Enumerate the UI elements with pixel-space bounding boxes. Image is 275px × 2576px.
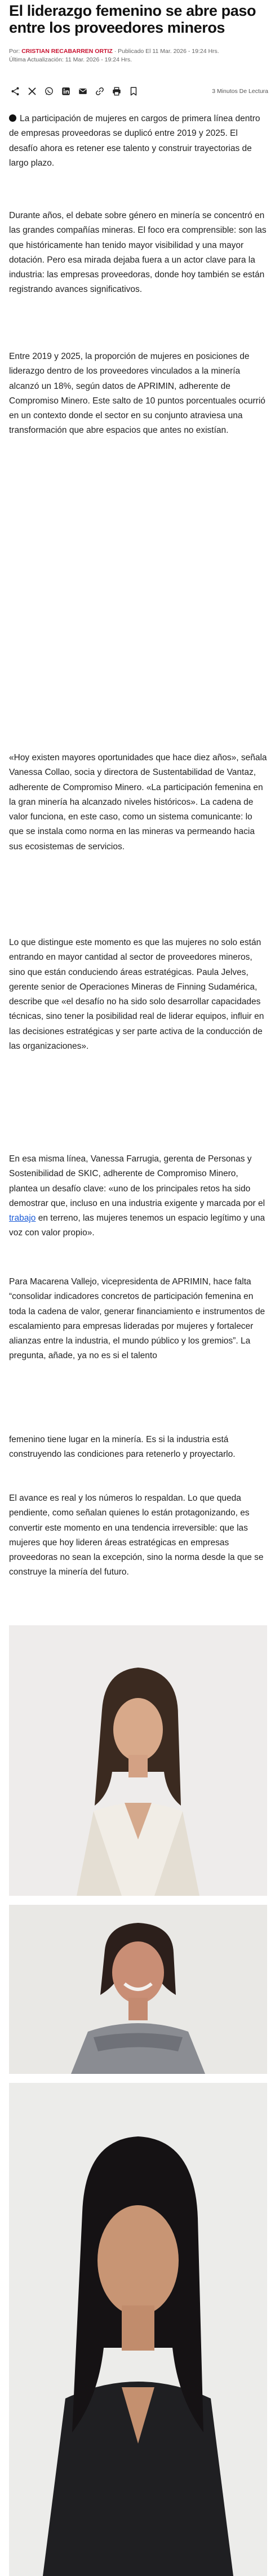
- share-bar: [9, 85, 268, 98]
- paragraph-5: Lo que distingue este momento es que las mujeres no solo están entrando en mayor cantidad al sector de proveedores mineros, sino que están conduciendo áreas estratégicas. Paula Jelves, gerente senior de Operaciones Mineras de Finning Sudamérica, describe que «el desafío no ha sido solo desarrollar capacidades técnicas, sino tener la posibilidad real de liderar equipos, influir en las decisiones estratégicas y ser parte activa de la conducción de las organizaciones».: [9, 938, 264, 1052]
- linkedin-icon[interactable]: [60, 85, 72, 97]
- paragraph-6-text: En esa misma línea, Vanessa Farrugia, gerenta de Personas y Sostenibilidad de SKIC, adherente de Compromiso Minero, plantea un desafío clave: «uno de los principales retos ha sido demostrar que, incluso en una industria exigente y marcada por el: [9, 1154, 265, 1208]
- byline-label: Por:: [9, 48, 20, 55]
- read-time: 3 Minutos De Lectura: [212, 88, 268, 95]
- email-icon[interactable]: [77, 85, 89, 97]
- paragraph-7: Para Macarena Vallejo, vicepresidenta de APRIMIN, hace falta “consolidar indicadores concretos de participación femenina en toda la cadena de valor, generar financiamiento e instrumentos de escalamiento para empresas lideradas por mujeres y fortalecer alianzas entre la industria, el mundo público y los gremios”. La pregunta, añade, ya no es si el talento: [9, 1277, 265, 1361]
- trabajo-link[interactable]: trabajo: [9, 1213, 36, 1223]
- bookmark-icon[interactable]: [127, 85, 140, 97]
- x-icon[interactable]: [26, 85, 38, 97]
- share-icon[interactable]: [9, 85, 21, 97]
- photo-macarena-vallejo: [9, 1905, 267, 2074]
- photo-vanessa-collao: [9, 1625, 267, 1896]
- byline: [9, 47, 268, 56]
- article-meta: [9, 47, 268, 64]
- photo-paula-jelves: [9, 2083, 267, 2576]
- paragraph-4: «Hoy existen mayores oportunidades que hace diez años», señala Vanessa Collao, socia y directora de Sustentabilidad de Vantaz, adherente de Compromiso Minero. «La participación femenina en la gran minería ha alcanzado niveles históricos». La cadena de valor funciona, en este caso, como un sistema comunicante: lo que se instala como norma en las mineras va permeando hacia sus ecosistemas de servicios.: [9, 753, 267, 852]
- print-icon[interactable]: [110, 85, 123, 97]
- publish-date: Publicado El 11 Mar. 2026 - 19:24 Hrs.: [118, 48, 219, 55]
- paragraph-2: Durante años, el debate sobre género en minería se concentró en las grandes compañías mineras. El foco era comprensible: son las que históricamente han tenido mayor visibilidad y una mayor dotación. Pero esa mirada dejaba fuera a un actor clave para la industria: las empresas proveedoras, donde hoy también se están registrando avances significativos.: [9, 211, 267, 295]
- paragraph-6: [9, 1152, 267, 1241]
- paragraph-9: El avance es real y los números lo respaldan. Lo que queda pendiente, como señalan quienes lo están protagonizando, es convertir este momento en una tendencia irreversible: que las mujeres que hoy lideren áreas estratégicas en empresas proveedoras no sean la excepción, sino la norma desde la que se construye la minería del futuro.: [9, 1493, 264, 1577]
- publish-separator: ·: [114, 48, 118, 55]
- paragraph-6-tail: en terreno, las mujeres tenemos un espacio legítimo y una voz con valor propio».: [9, 1213, 265, 1238]
- paragraph-8: femenino tiene lugar en la minería. Es si la industria está construyendo las condiciones para retenerlo y proyectarlo.: [9, 1435, 236, 1460]
- updated-date: Última Actualización: 11 Mar. 2026 - 19:24 Hrs.: [9, 56, 132, 63]
- lead-paragraph: [9, 112, 267, 171]
- whatsapp-icon[interactable]: [43, 85, 55, 97]
- bullet-icon: [9, 114, 16, 122]
- link-icon[interactable]: [94, 85, 106, 97]
- author-link[interactable]: CRISTIAN RECABARREN ORTIZ: [21, 48, 113, 55]
- lead-text: La participación de mujeres en cargos de primera línea dentro de empresas proveedoras se duplicó entre 2019 y 2025. El desafío ahora es retener ese talento y construir trayectorias de largo plazo.: [9, 114, 260, 168]
- paragraph-3: Entre 2019 y 2025, la proporción de mujeres en posiciones de liderazgo dentro de los proveedores vinculados a la minería alcanzó un 18%, según datos de APRIMIN, adherente de Compromiso Minero. Este salto de 10 puntos porcentuales ocurrió en un contexto donde el sector en su conjunto atraviesa una transformación que abre espacios que antes no existían.: [9, 352, 265, 436]
- article-title: El liderazgo femenino se abre paso entre los proveedores mineros: [9, 2, 256, 36]
